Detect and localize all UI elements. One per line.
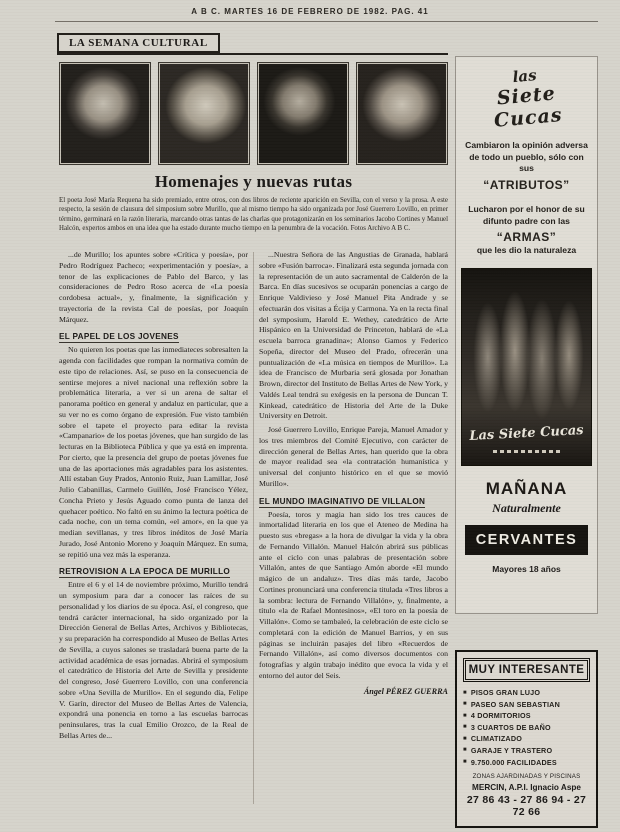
ad-logo-line1: las (511, 66, 538, 87)
poster-title: Las Siete Cucas (469, 422, 584, 444)
feature-list (463, 688, 590, 767)
ad-claim-2-post: que les dio la naturaleza (476, 245, 577, 256)
ad-logo-line2: Siete Cucas (493, 82, 564, 132)
subhead (59, 567, 248, 576)
list-item (463, 723, 590, 732)
ad-claim-1 (461, 140, 592, 193)
list-item-label: 3 CUARTOS DE BAÑO (470, 722, 551, 732)
subhead-label: EL MUNDO IMAGINATIVO DE VILLALON (259, 496, 426, 506)
ad-claim-1-text: Cambiaron la opinión adversa de todo un pueblo, sólo con sus (465, 140, 588, 174)
list-item-label: GARAJE Y TRASTERO (470, 745, 553, 755)
paragraph: ...Nuestra Señora de las Angustias de Granada, hablará sobre «Fusión barroca». Finalizará esta segunda jornada con la representación de un auto sacramental de Calderón de la Barca. En días sucesivos se ocuparán ponencias a cargo de Enrique Valdivieso y José Manuel Pita Andrade y se efectuarán dos visitas a Écija y Carmona. Ya en la recta final del symposium, Harold E. Wethey, catedrático de Arte Hispánico en la Universidad de Princeton, hablará de «La escuela barroca granadina»; Alonso Gamos y Federico Sopeña, director del Museo del Prado, ofrecerán una puntualización de «La música en tiempos de Murillo». La idea de Francisco de Murbaria será glosada por Jonathan Brown, director del Instituto de Bellas Artes de New York, y Valdés Leal tendrá su exégesis en la persona de Duncan T. Kinkead, catedrático de Historia del Arte de la Duke University en Detroit. (259, 250, 448, 421)
phone-numbers: 27 86 43 - 27 86 94 - 27 72 66 (466, 793, 587, 818)
list-item (463, 746, 590, 755)
photo-strip (59, 62, 448, 165)
column-divider (253, 252, 254, 804)
ad-las-siete-cucas (455, 56, 598, 614)
list-item-label: 9.750.000 FACILIDADES (470, 757, 557, 767)
article-headline: Homenajes y nuevas rutas (154, 172, 353, 191)
ad-tagline: Naturalmente (492, 500, 561, 515)
list-item (463, 700, 590, 709)
portrait-photo (158, 62, 250, 165)
bullet-icon: ■ (463, 724, 467, 731)
article-column-right (259, 250, 448, 810)
list-item (463, 734, 590, 743)
ad-note: ZONAS AJARDINADAS Y PISCINAS (472, 772, 581, 780)
cinema-name: CERVANTES (465, 525, 588, 555)
ad-title: MUY INTERESANTE (465, 660, 588, 680)
ad-claim-1-word: “ATRIBUTOS” (483, 177, 570, 192)
bullet-icon: ■ (463, 747, 467, 754)
masthead-rule (55, 21, 598, 22)
section-title: LA SEMANA CULTURAL (57, 33, 220, 53)
bullet-icon: ■ (463, 689, 467, 696)
list-item-label: PISOS GRAN LUJO (470, 688, 541, 697)
movie-poster (461, 268, 592, 466)
paragraph: ...de Murillo; los apuntes sobre «Crítica y poesía», por Pedro Rodríguez Pacheco; «experimentación y poesía», a tenor de las explicaciones de Pablo del Barco, y las consideraciones de Pedro Roso acerca de «La poesía cordobesa actual», y, finalmente, la significación y trayectoria de la revista Cal de poesías, por Joaquín Márquez. (59, 250, 248, 324)
photo-caption: El poeta José María Requena ha sido premiado, entre otros, con dos libros de reciente aparición en Sevilla, con el verso y la prosa. A este respecto, la sesión de clausura del simposium sobre Murillo, que al mismo tiempo ha sido organizada por José Guerrero Lovillo, en primer término, germinará en la razón literaria, marcando otras tantas de las charlas que protagonizarán en los seminarios Jacobo Cortines y Manuel Halcón, expertos ambos en una idea que ha estado durante mucho tiempo en la penumbra de la vocación. Fotos Archivo A B C. (59, 197, 448, 232)
portrait-photo (356, 62, 448, 165)
ad-logo (459, 61, 595, 134)
ad-claim-2-pre: Lucharon por el honor de su difunto padre con las (468, 203, 585, 226)
list-item (463, 711, 590, 720)
agency-name: MERCIN, A.P.I. Ignacio Aspe (472, 782, 581, 792)
subhead (59, 332, 248, 341)
portrait-photo (59, 62, 151, 165)
list-item (463, 758, 590, 767)
subhead (259, 497, 448, 506)
paragraph: Entre el 6 y el 14 de noviembre próximo, Murillo tendrá un symposium para dar a conocer las raíces de su personalidad y los diarios de su época. Así, el congreso, que tendrá carácter internacional, ha sido organizado por la Dirección General de Bellas Artes, Archivos y Bibliotecas, y su preparación ha correspondido al Museo de Bellas Artes de Sevilla, a cuyos salones se trasladará buena parte de la actividad académica de esas jornadas. Abrirá el symposium el catedrático de Historia del Arte de Sevilla y presidente del congreso, José Guerrero Lovillo, con una conferencia sobre «Una Sevilla de Murillo». En el segundo día, Felipe V. Garín, director del Museo de Bellas Artes de Valencia, expondrá una ponencia en torno a las escuelas barrocas peninsulares, tras la cual Emilio Orozco, de la Real de Bellas Artes de... (59, 580, 248, 740)
paragraph: José Guerrero Lovillo, Enrique Pareja, Manuel Amador y los tres miembros del Comité Ejecutivo, con carácter de dirección general de Bellas Artes, han querido que la obra de mayor realidad sea «la contratación humanística y universal del conjunto histórico en el que se movió Murillo». (259, 425, 448, 488)
bullet-icon: ■ (463, 712, 467, 719)
list-item-label: CLIMATIZADO (470, 734, 522, 744)
subhead-label: EL PAPEL DE LOS JOVENES (59, 332, 179, 342)
poster-credits-line (493, 450, 560, 453)
bullet-icon: ■ (463, 735, 467, 742)
ad-claim-2-word: “ARMAS” (496, 230, 557, 245)
list-item (463, 688, 590, 697)
section-rule (57, 53, 448, 55)
article-column-left (59, 250, 248, 810)
list-item-label: PASEO SAN SEBASTIAN (470, 699, 560, 709)
list-item-label: 4 DORMITORIOS (470, 711, 531, 721)
ad-claim-2 (461, 204, 592, 257)
byline: Ángel PÉREZ GUERRA (363, 686, 448, 696)
paragraph: Poesía, toros y magia han sido los tres cauces de inmortalidad literaria en los que el Ateneo de Medina ha puesto sus «bregas» a la hora de divulgar la vida y la obra de Fernando Villalón. Manuel Halcón abrirá sus públicas ante el ciclo con unas palabras de presentación sobre Villalón, antes de que Santiago Amón aborde «El mundo mágico de un andaluz». Tres días más tarde, Jacobo Cortines pronunciará una conferencia titulada «Tres libros a la sombra: lectura de Fernando Villalón», y, finalmente, a título «la de Rafael Montesinos», «El toro en la poesía de Villalón». Como se tambaleó, la celebración de este ciclo se completará con la edición de Manuel Barrios, y en sus páginas se incluirán pasajes del libro «Recuerdos de Fernando Villalón», así como diversos documentos con fotografías y algún trabajo inédito que evoca la vida y el entorno del autor del Seis. (259, 509, 448, 680)
bullet-icon: ■ (463, 759, 467, 766)
masthead: A B C. MARTES 16 DE FEBRERO DE 1982. PAG. 41 (191, 7, 429, 16)
subhead-label: RETROVISION A LA EPOCA DE MURILLO (59, 567, 231, 577)
ad-showtime: MAÑANA (485, 478, 568, 498)
ad-muy-interesante (455, 650, 598, 828)
bullet-icon: ■ (463, 701, 467, 708)
portrait-photo (257, 62, 349, 165)
paragraph: No quieren los poetas que las inmediateces sobresalten la agenda con facilidades que rompan la normativa común de este tipo de relaciones. Así, se puso en la consecuencia de sentirse mejores a nivel nacional una reflexión sobre la problemática literaria, a ver si un arena de saltar el panorama poético en general y andaluz en particular, que a su ver no es como órgano de expresión. Fue visto también sobre el tapete el proyecto para editar la revista «Campanario» de los poetas jóvenes, que han surgido de las lecturas en la Biblioteca Pública y que ya está en imprenta. Por cierto, que la presencia del grupo de poetas jóvenes fue una de las aportaciones más agradables para los asistentes. Allí estaban Guy Prados, Antonio Ruiz, Juan Lamillar, José Julio Cabanillas, Carmelo Guillén, José Francisco Yélez, Concha Prieto y Jesús Aguado como punta de lanza del quehacer poético. No faltó en su ánimo la lectura poética de cada noche, con un tema común, «el amor», en la que ya median sevillanas, y tres libros inéditos de José María Jurado, José Antonio Moreno y Joaquín Márquez. En suma, se repitió una vez más la esperanza. (59, 345, 248, 559)
age-rating: Mayores 18 años (492, 563, 561, 574)
